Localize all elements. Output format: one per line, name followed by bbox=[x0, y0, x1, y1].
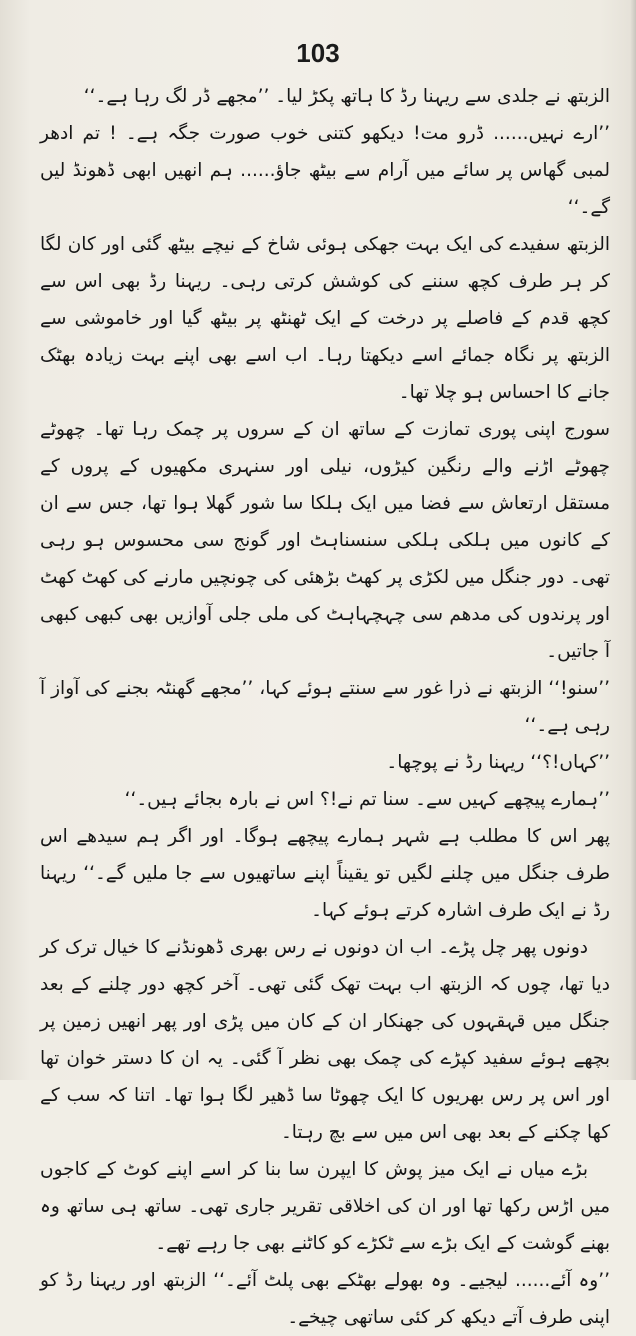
paragraph-5: ’’سنو!‘‘ الزبتھ نے ذرا غور سے سنتے ہوئے کہا، ’’مجھے گھنٹہ بجنے کی آواز آ رہی ہے۔‘‘ bbox=[40, 678, 610, 736]
page-number: 103 bbox=[296, 38, 340, 68]
paragraph-1: الزبتھ نے جلدی سے ریہنا رڈ کا ہاتھ پکڑ لیا۔ ’’مجھے ڈر لگ رہا ہے۔‘‘ bbox=[83, 86, 610, 107]
paragraph-9: دونوں پھر چل پڑے۔ اب ان دونوں نے رس بھری ڈھونڈنے کا خیال ترک کر دیا تھا، چوں کہ الزبتھ اب بہت تھک گئی تھی۔ آخر کچھ دور چلنے کے بعد جنگل میں قہقہوں کی جھنکار ان کے کان میں پڑی اور پھر انھیں زمین پر بچھے ہوئے سفید کپڑے کی چمک بھی نظر آ گئی۔ یہ ان کا دستر خوان تھا اور اس پر رس بھریوں کا ایک چھوٹا سا ڈھیر لگا ہوا تھا۔ اتنا کہ سب کے کھا چکنے کے بعد بھی اس میں سے بچ رہتا۔ bbox=[40, 937, 610, 1143]
paragraph-8: پھر اس کا مطلب ہے شہر ہمارے پیچھے ہوگا۔ اور اگر ہم سیدھے اس طرف جنگل میں چلنے لگیں تو یقیناً اپنے ساتھیوں سے جا ملیں گے۔‘‘ ریہنا رڈ نے ایک طرف اشارہ کرتے ہوئے کہا۔ bbox=[40, 826, 610, 921]
page-edge-shadow bbox=[630, 0, 636, 1080]
paragraph-6: ’’کہاں!؟‘‘ ریہنا رڈ نے پوچھا۔ bbox=[386, 752, 610, 773]
paragraph-4: سورج اپنی پوری تمازت کے ساتھ ان کے سروں پر چمک رہا تھا۔ چھوٹے چھوٹے اڑنے والے رنگین کیڑوں، نیلی اور سنہری مکھیوں کے پروں کے مستقل ارتعاش سے فضا میں ایک ہلکا سا شور گھلا ہوا تھا، جس سے ان کے کانوں میں ہلکی ہلکی سنسناہٹ اور گونج سی محسوس ہو رہی تھی۔ دور جنگل میں لکڑی پر کھٹ بڑھئی کی چونچیں مارنے کی کھٹ کھٹ اور پرندوں کی مدھم سی چہچہاہٹ کی ملی جلی آوازیں بھی کبھی کبھی آ جاتیں۔ bbox=[40, 419, 610, 662]
page-body bbox=[40, 78, 610, 1336]
paragraph-10: بڑے میاں نے ایک میز پوش کا ایپرن سا بنا کر اسے اپنے کوٹ کے کاجوں میں اڑس رکھا تھا اور ان کی اخلاقی تقریر جاری تھی۔ ساتھ ہی ساتھ وہ بھنے گوشت کے ایک بڑے سے ٹکڑے کو کاٹنے بھی جا رہے تھے۔ bbox=[40, 1159, 610, 1254]
paragraph-11: ’’وہ آئے...... لیجیے۔ وہ بھولے بھٹکے بھی پلٹ آئے۔‘‘ الزبتھ اور ریہنا رڈ کو اپنی طرف آتے دیکھ کر کئی ساتھی چیخے۔ bbox=[40, 1270, 610, 1328]
paragraph-3: الزبتھ سفیدے کی ایک بہت جھکی ہوئی شاخ کے نیچے بیٹھ گئی اور کان لگا کر ہر طرف کچھ سننے کی کوشش کرتی رہی۔ ریہنا رڈ بھی اس سے کچھ قدم کے فاصلے پر درخت کے ایک ٹھنٹھ پر بیٹھ گیا اور خاموشی سے الزبتھ پر نگاہ جمائے اسے دیکھتا رہا۔ اب اسے بھی اپنے بہت زیادہ بھٹک جانے کا احساس ہو چلا تھا۔ bbox=[40, 234, 610, 403]
paragraph-7: ’’ہمارے پیچھے کہیں سے۔ سنا تم نے!؟ اس نے بارہ بجائے ہیں۔‘‘ bbox=[124, 789, 610, 810]
paragraph-2: ’’ارے نہیں...... ڈرو مت! دیکھو کتنی خوب صورت جگہ ہے۔ ! تم ادھر لمبی گھاس پر سائے میں آرام سے بیٹھ جاؤ...... ہم انھیں ابھی ڈھونڈ لیں گے۔‘‘ bbox=[40, 123, 610, 218]
